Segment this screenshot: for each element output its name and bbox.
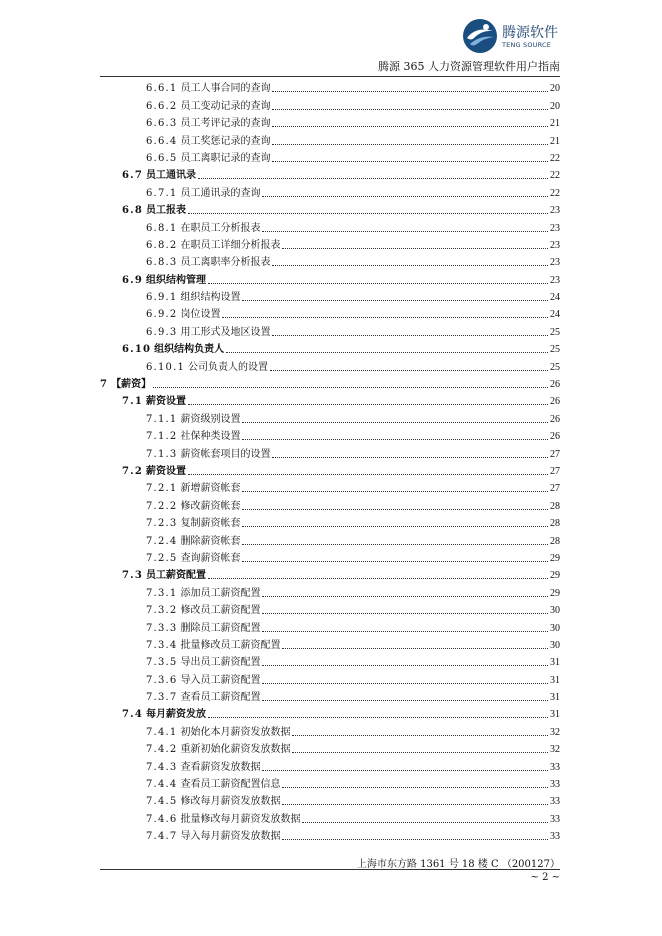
toc-entry-page: 27 [550,465,560,477]
toc-entry-number: 7.4.2 [146,744,178,756]
toc-entry-label [146,640,281,652]
toc-dot-leader [188,403,548,405]
toc-entry-label [122,570,207,582]
toc-entry-number: 7.3.3 [146,622,178,634]
toc-entry-title: 组织结构负责人 [154,344,225,356]
toc-entry-number: 6.8.3 [146,257,178,269]
toc-entry-title: 修改每月薪资发放数据 [180,796,281,808]
toc-entry[interactable] [100,426,560,443]
toc-dot-leader [282,247,548,249]
toc-dot-leader [242,421,548,423]
table-of-contents [100,78,560,843]
toc-entry[interactable] [100,356,560,373]
toc-entry-number: 6.9.1 [146,292,178,304]
toc-entry[interactable] [100,478,560,495]
toc-entry-title: 导入每月薪资发放数据 [180,831,281,843]
toc-entry-number: 7.2.3 [146,518,178,530]
document-title: 腾源 365 人力资源管理软件用户指南 [378,60,560,73]
toc-entry-number: 7.4.4 [146,779,178,791]
toc-entry-page: 33 [550,831,560,843]
toc-dot-leader [262,664,548,666]
toc-entry-label [146,188,261,200]
toc-entry-label [146,605,261,617]
toc-entry[interactable] [100,113,560,130]
toc-dot-leader [262,682,548,684]
toc-entry-label [146,623,261,635]
footer-address: 上海市东方路 1361 号 18 楼 C （200127） [356,859,560,870]
toc-dot-leader [208,716,548,718]
toc-dot-leader [198,177,548,179]
toc-entry-number: 7.3.6 [146,674,178,686]
toc-entry-page: 31 [550,692,560,704]
toc-entry-label [146,518,241,530]
toc-entry[interactable] [100,269,560,286]
toc-entry-page: 21 [550,135,560,147]
toc-entry-label [146,762,261,774]
toc-entry-number: 7.4 [122,709,143,721]
logo-name-en: TENG SOURCE [502,41,552,49]
toc-entry-page: 28 [550,518,560,530]
toc-entry-page: 25 [550,344,560,356]
toc-dot-leader [262,195,548,197]
toc-entry[interactable] [100,95,560,112]
toc-entry-label [122,709,207,721]
toc-entry-page: 23 [550,222,560,234]
toc-entry-page: 28 [550,535,560,547]
toc-entry-page: 23 [550,239,560,251]
toc-entry-page: 33 [550,779,560,791]
toc-entry[interactable] [100,582,560,599]
toc-entry[interactable] [100,461,560,478]
toc-entry-number: 6.9 [122,274,143,286]
toc-entry-title: 社保种类设置 [180,431,241,443]
toc-entry-page: 22 [550,152,560,164]
toc-entry-label [146,675,261,687]
toc-entry[interactable] [100,826,560,843]
toc-entry-number: 6.8.2 [146,239,178,251]
toc-entry-title: 修改员工薪资配置 [180,605,261,617]
toc-entry-title: 员工离职率分析报表 [180,257,271,269]
toc-entry-label [146,796,281,808]
toc-dot-leader [242,490,548,492]
toc-entry-page: 33 [550,813,560,825]
toc-entry-page: 29 [550,570,560,582]
toc-entry-title: 批量修改每月薪资发放数据 [180,813,301,825]
toc-entry-number: 7.3.5 [146,657,178,669]
toc-dot-leader [272,90,548,92]
toc-entry-number: 7.4.6 [146,813,178,825]
toc-entry-label [146,223,261,235]
toc-entry-number: 6.6.4 [146,135,178,147]
toc-entry-number: 6.6.1 [146,83,178,95]
toc-entry-page: 31 [550,657,560,669]
toc-entry-page: 25 [550,326,560,338]
toc-dot-leader [208,282,548,284]
toc-entry-number: 7.2.4 [146,535,178,547]
toc-entry-title: 薪资帐套项目的设置 [180,448,271,460]
toc-dot-leader [153,386,548,388]
toc-entry-title: 员工通讯录 [146,170,196,182]
toc-entry-label [146,414,241,426]
toc-dot-leader [272,264,548,266]
toc-dot-leader [282,803,548,805]
toc-entry-number: 7.1.2 [146,431,178,443]
toc-dot-leader [272,125,548,127]
toc-dot-leader [272,160,548,162]
toc-entry[interactable] [100,756,560,773]
toc-entry[interactable] [100,669,560,686]
toc-entry-page: 33 [550,761,560,773]
toc-dot-leader [208,577,548,579]
toc-entry-label [122,275,207,287]
toc-dot-leader [242,543,548,545]
toc-entry[interactable] [100,78,560,95]
toc-entry-number: 7.2.2 [146,500,178,512]
toc-entry-page: 22 [550,170,560,182]
toc-entry-title: 查看员工薪资配置信息 [180,779,281,791]
toc-entry[interactable] [100,287,560,304]
toc-entry-title: 员工离职记录的查询 [180,152,271,164]
toc-entry-number: 6.8.1 [146,222,178,234]
toc-entry-title: 添加员工薪资配置 [180,587,261,599]
toc-entry-title: 修改薪资帐套 [180,500,241,512]
toc-entry-number: 7.1 [122,396,143,408]
toc-entry-label [122,466,187,478]
toc-entry-number: 7 [100,379,109,391]
toc-entry-label [146,501,241,513]
toc-entry-label [146,727,291,739]
toc-entry-number: 6.7.1 [146,187,178,199]
toc-entry-title: 删除薪资帐套 [180,535,241,547]
toc-entry-title: 初始化本月薪资发放数据 [180,726,291,738]
toc-entry-label [146,831,281,843]
toc-entry[interactable] [100,635,560,652]
toc-entry-page: 20 [550,100,560,112]
toc-entry-title: 员工考评记录的查询 [180,118,271,130]
toc-entry-title: 查询薪资帐套 [180,552,241,564]
toc-dot-leader [262,630,548,632]
toc-entry-title: 每月薪资发放 [146,709,206,721]
toc-entry-title: 导出员工薪资配置 [180,657,261,669]
toc-entry-label [146,292,241,304]
logo-name-cn: 腾源软件 [502,25,558,41]
toc-entry-label [146,118,271,130]
toc-entry-title: 薪资级别设置 [180,413,241,425]
toc-entry-page: 20 [550,83,560,95]
toc-entry-label [146,309,221,321]
toc-entry-label [146,240,281,252]
toc-entry[interactable] [100,565,560,582]
toc-entry[interactable] [100,513,560,530]
toc-entry-title: 员工报表 [146,205,186,217]
toc-entry-title: 删除员工薪资配置 [180,622,261,634]
toc-dot-leader [262,699,548,701]
toc-entry[interactable] [100,617,560,634]
toc-dot-leader [272,456,548,458]
toc-entry-page: 26 [550,396,560,408]
toc-entry-title: 员工薪资配置 [146,570,206,582]
toc-dot-leader [242,525,548,527]
toc-entry-title: 员工变动记录的查询 [180,100,271,112]
toc-entry-title: 新增薪资帐套 [180,483,241,495]
toc-entry-number: 7.2.1 [146,483,178,495]
toc-entry-number: 7.1.1 [146,413,178,425]
toc-entry-label [146,449,271,461]
toc-entry-page: 26 [550,413,560,425]
toc-entry-title: 在职员工分析报表 [180,222,261,234]
toc-dot-leader [302,821,548,823]
toc-entry[interactable] [100,652,560,669]
toc-dot-leader [292,751,548,753]
toc-dot-leader [262,612,548,614]
toc-entry-title: 导入员工薪资配置 [180,674,261,686]
toc-entry-label [122,170,197,182]
toc-entry[interactable] [100,148,560,165]
toc-entry-page: 32 [550,744,560,756]
toc-entry-label [146,327,271,339]
toc-entry-number: 7.3.4 [146,639,178,651]
toc-entry-page: 23 [550,205,560,217]
page-number: ~ 2 ~ [530,872,560,883]
toc-entry-page: 26 [550,431,560,443]
toc-dot-leader [272,108,548,110]
toc-entry-title: 公司负责人的设置 [188,361,269,373]
toc-entry-number: 6.10.1 [146,361,186,373]
toc-entry-page: 27 [550,448,560,460]
toc-entry-page: 22 [550,187,560,199]
toc-entry-title: 薪资设置 [146,465,186,477]
toc-entry-label [146,257,271,269]
toc-dot-leader [282,647,548,649]
toc-entry-label [146,657,261,669]
toc-entry-page: 33 [550,796,560,808]
toc-entry[interactable] [100,217,560,234]
toc-entry-title: 查看薪资发放数据 [180,761,261,773]
header-divider [100,76,560,77]
toc-entry-title: 复制薪资帐套 [180,518,241,530]
toc-entry[interactable] [100,391,560,408]
toc-entry-page: 30 [550,622,560,634]
toc-entry-title: 查看员工薪资配置 [180,692,261,704]
toc-dot-leader [188,212,548,214]
toc-entry-page: 29 [550,552,560,564]
toc-entry-page: 23 [550,274,560,286]
toc-entry-page: 27 [550,483,560,495]
toc-entry-number: 6.6.2 [146,100,178,112]
toc-entry-title: 【薪资】 [111,379,152,391]
toc-entry-label [146,692,261,704]
toc-entry-label [146,431,241,443]
toc-entry-page: 26 [550,379,560,391]
toc-entry-title: 组织结构管理 [146,274,206,286]
toc-entry-number: 6.10 [122,344,152,356]
toc-entry[interactable] [100,791,560,808]
toc-entry[interactable] [100,339,560,356]
toc-entry-page: 24 [550,292,560,304]
toc-entry-label [100,379,152,391]
toc-entry[interactable] [100,548,560,565]
toc-dot-leader [242,299,548,301]
toc-entry-label [122,396,187,408]
teng-source-logo-icon [462,18,498,54]
toc-entry-page: 29 [550,587,560,599]
footer-divider [100,869,560,870]
toc-entry[interactable] [100,200,560,217]
toc-entry-number: 7.2 [122,465,143,477]
toc-entry-label [122,205,187,217]
toc-dot-leader [242,508,548,510]
toc-dot-leader [242,438,548,440]
toc-entry-page: 24 [550,309,560,321]
toc-entry-page: 32 [550,726,560,738]
toc-entry[interactable] [100,721,560,738]
toc-entry-label [146,483,241,495]
toc-entry-page: 31 [550,709,560,721]
toc-dot-leader [262,769,548,771]
toc-dot-leader [282,786,548,788]
toc-entry-page: 30 [550,605,560,617]
company-logo [462,18,572,58]
toc-entry[interactable] [100,808,560,825]
toc-entry-number: 7.3 [122,570,143,582]
toc-entry-label [146,136,271,148]
toc-entry[interactable] [100,739,560,756]
toc-dot-leader [272,143,548,145]
toc-entry-label [146,362,269,374]
toc-entry-title: 岗位设置 [180,309,221,321]
toc-entry-title: 重新初始化薪资发放数据 [180,744,291,756]
toc-dot-leader [262,230,548,232]
toc-entry-label [146,83,271,95]
toc-entry-number: 7.4.3 [146,761,178,773]
toc-entry[interactable] [100,704,560,721]
toc-entry-page: 21 [550,118,560,130]
toc-entry[interactable] [100,235,560,252]
toc-entry-title: 员工通讯录的查询 [180,187,261,199]
toc-entry-label [146,153,271,165]
toc-dot-leader [226,351,548,353]
toc-entry-number: 7.4.7 [146,831,178,843]
toc-entry-label [146,744,291,756]
toc-entry-label [146,553,241,565]
toc-entry-label [122,344,225,356]
toc-entry-number: 6.9.2 [146,309,178,321]
toc-dot-leader [222,316,548,318]
toc-entry[interactable] [100,374,560,391]
toc-entry-label [146,588,261,600]
toc-entry-number: 7.4.5 [146,796,178,808]
toc-dot-leader [272,334,548,336]
toc-entry-title: 在职员工详细分析报表 [180,239,281,251]
toc-dot-leader [188,473,548,475]
toc-entry-number: 6.6.3 [146,118,178,130]
toc-entry-page: 23 [550,257,560,269]
toc-dot-leader [282,838,548,840]
toc-entry-number: 7.3.7 [146,692,178,704]
toc-entry-label [146,779,281,791]
toc-entry-label [146,101,271,113]
toc-entry-page: 31 [550,674,560,686]
toc-entry[interactable] [100,687,560,704]
toc-entry[interactable] [100,165,560,182]
toc-entry-number: 7.3.2 [146,605,178,617]
toc-entry[interactable] [100,443,560,460]
toc-dot-leader [270,369,548,371]
toc-entry-title: 批量修改员工薪资配置 [180,639,281,651]
toc-entry-number: 6.8 [122,205,143,217]
toc-dot-leader [292,734,548,736]
toc-dot-leader [242,560,548,562]
toc-entry-page: 28 [550,500,560,512]
toc-entry-number: 7.4.1 [146,726,178,738]
toc-entry-title: 组织结构设置 [180,292,241,304]
toc-entry[interactable] [100,321,560,338]
toc-entry[interactable] [100,304,560,321]
toc-entry-label [146,536,241,548]
toc-entry-number: 7.3.1 [146,587,178,599]
toc-entry-page: 25 [550,361,560,373]
toc-entry-title: 员工奖惩记录的查询 [180,135,271,147]
toc-entry[interactable] [100,130,560,147]
toc-entry[interactable] [100,252,560,269]
toc-entry-title: 用工形式及地区设置 [180,326,271,338]
toc-entry[interactable] [100,600,560,617]
toc-dot-leader [262,595,548,597]
toc-entry[interactable] [100,182,560,199]
toc-entry-number: 7.2.5 [146,552,178,564]
toc-entry[interactable] [100,530,560,547]
toc-entry-number: 6.7 [122,170,143,182]
toc-entry-number: 6.6.5 [146,152,178,164]
toc-entry-label [146,814,301,826]
toc-entry-title: 薪资设置 [146,396,186,408]
toc-entry[interactable] [100,774,560,791]
toc-entry-number: 6.9.3 [146,326,178,338]
toc-entry-title: 员工人事合同的查询 [180,83,271,95]
toc-entry[interactable] [100,495,560,512]
toc-entry[interactable] [100,408,560,425]
toc-entry-page: 30 [550,639,560,651]
toc-entry-number: 7.1.3 [146,448,178,460]
